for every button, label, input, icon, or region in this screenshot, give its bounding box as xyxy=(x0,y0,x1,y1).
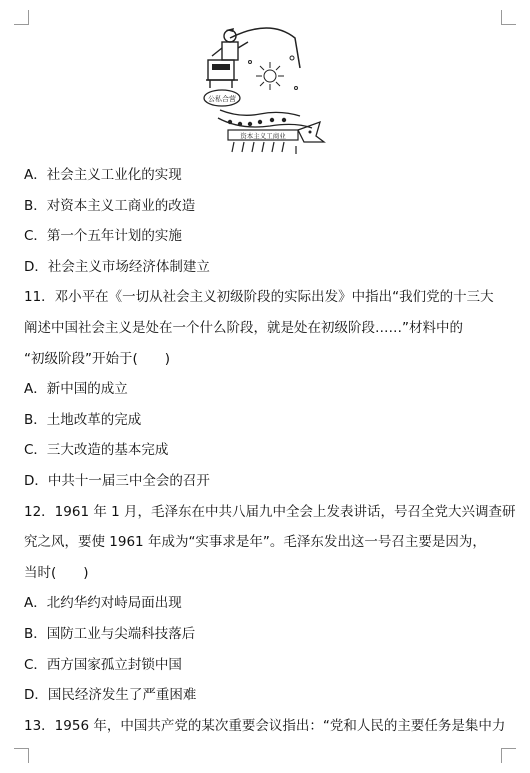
q10-option-c: C．第一个五年计划的实施 xyxy=(24,228,182,245)
question-content xyxy=(24,160,516,741)
q12-option-c: C．西方国家孤立封锁中国 xyxy=(24,656,182,673)
q10-option-b: B．对资本主义工商业的改造 xyxy=(24,197,196,214)
crop-mark-top-right xyxy=(501,10,516,25)
q12-option-b: B．国防工业与尖端科技落后 xyxy=(24,625,196,642)
q11-option-b: B．土地改革的完成 xyxy=(24,411,142,428)
crop-mark-bottom-left xyxy=(14,748,29,763)
q11-option-c: C．三大改造的基本完成 xyxy=(24,442,169,459)
crop-mark-bottom-right xyxy=(501,748,516,763)
banner-label: 资本主义工商业 xyxy=(240,132,286,140)
q10-option-a: A．社会主义工业化的实现 xyxy=(24,167,182,183)
stamp-label: 公私合营 xyxy=(208,95,236,103)
q10-option-d: D．社会主义市场经济体制建立 xyxy=(24,258,210,275)
q11-option-d: D．中共十一届三中全会的召开 xyxy=(24,472,210,489)
crop-mark-top-left xyxy=(14,10,29,25)
q13-stem-line-1: 13．1956 年，中国共产党的某次重要会议指出：“党和人民的主要任务是集中力 xyxy=(24,717,506,734)
q12-option-a: A．北约华约对峙局面出现 xyxy=(24,595,182,612)
q12-stem-line-1: 12．1961 年 1 月，毛泽东在中共八届九中全会上发表讲话，号召全党大兴调查研 xyxy=(24,503,516,520)
q12-stem-line-3: 当时( ) xyxy=(24,564,89,581)
q12-stem-line-2: 究之风，要使 1961 年成为“实事求是年”。毛泽东发出这一号召主要是因为， xyxy=(24,534,486,551)
cartoon-illustration xyxy=(200,18,330,158)
q12-option-d: D．国民经济发生了严重困难 xyxy=(24,687,197,704)
q11-option-a: A．新中国的成立 xyxy=(24,381,128,398)
q11-stem-line-1: 11．邓小平在《一切从社会主义初级阶段的实际出发》中指出“我们党的十三大 xyxy=(24,289,494,306)
q11-stem-line-2: 阐述中国社会主义是处在一个什么阶段，就是处在初级阶段……”材料中的 xyxy=(24,319,463,336)
q11-stem-line-3: “初级阶段”开始于( ) xyxy=(24,350,171,367)
